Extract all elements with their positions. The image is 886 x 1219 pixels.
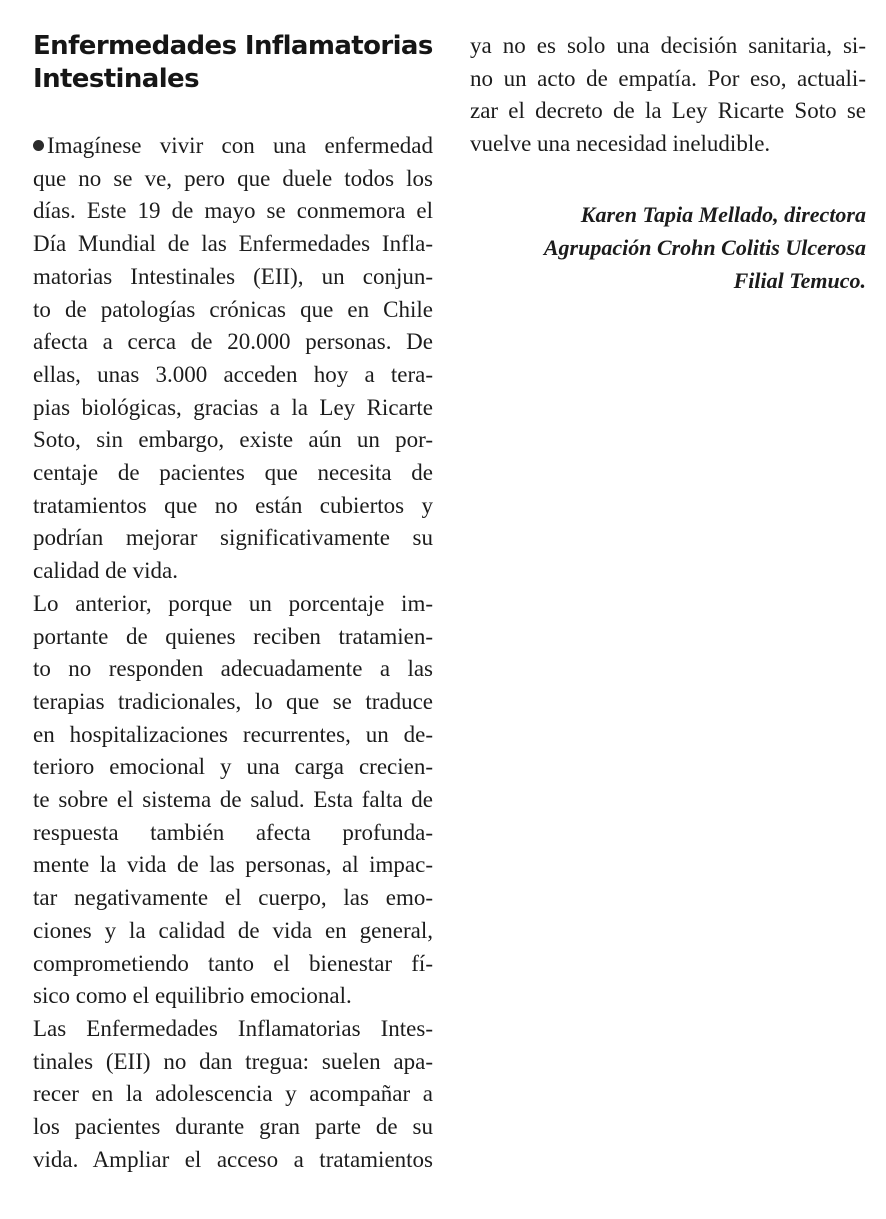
body-text-line	[33, 784, 433, 817]
article-headline	[33, 30, 443, 96]
signature-line: Karen Tapia Mellado, directora	[580, 202, 866, 227]
body-text: respuesta también afecta profunda-	[33, 819, 433, 845]
body-text: terioro emocional y una carga crecien-	[33, 754, 433, 780]
article-body-left-column	[33, 130, 433, 1177]
body-text-line	[33, 490, 433, 523]
body-text-line	[33, 817, 433, 850]
headline-line: Intestinales	[33, 64, 199, 94]
body-text-line	[33, 555, 433, 588]
headline-line: Enfermedades Inflamatorias	[33, 31, 433, 61]
body-text-line	[33, 948, 433, 981]
body-text-line	[33, 294, 433, 327]
body-text: calidad de vida.	[33, 558, 178, 584]
body-text: tar negativamente el cuerpo, las emo-	[33, 885, 433, 911]
body-text: comprometiendo tanto el bienestar fí-	[33, 950, 433, 976]
body-text-line	[470, 95, 866, 128]
body-text-line	[33, 719, 433, 752]
body-text: pias biológicas, gracias a la Ley Ricarte	[33, 394, 433, 420]
body-text: Lo anterior, porque un porcentaje im-	[33, 590, 433, 616]
body-text: tratamientos que no están cubiertos y	[33, 492, 433, 518]
body-text-line	[33, 653, 433, 686]
body-text: los pacientes durante gran parte de su	[33, 1114, 433, 1140]
body-text-line	[33, 1046, 433, 1079]
body-text: mente la vida de las personas, al impac-	[33, 852, 433, 878]
body-text: ellas, unas 3.000 acceden hoy a tera-	[33, 361, 433, 387]
body-text: Soto, sin embargo, existe aún un por-	[33, 427, 433, 453]
body-text: portante de quienes reciben tratamien-	[33, 623, 433, 649]
body-text: vida. Ampliar el acceso a tratamientos	[33, 1146, 433, 1172]
body-text: matorias Intestinales (EII), un conjun-	[33, 263, 433, 289]
body-text: to de patologías crónicas que en Chile	[33, 296, 433, 322]
body-text-line	[33, 359, 433, 392]
article-body-right-column	[470, 30, 866, 161]
paragraph-bullet-icon	[33, 140, 44, 151]
body-text-line	[33, 1111, 433, 1144]
signature-line: Agrupación Crohn Colitis Ulcerosa	[543, 235, 866, 260]
body-text-line	[33, 130, 433, 163]
body-text-line	[470, 128, 866, 161]
body-text-line	[33, 980, 433, 1013]
body-text-line	[33, 1078, 433, 1111]
body-text: sico como el equilibrio emocional.	[33, 983, 352, 1009]
body-text-line	[33, 588, 433, 621]
body-text-line	[33, 163, 433, 196]
body-text-line	[33, 849, 433, 882]
body-text-line	[33, 457, 433, 490]
body-text-line	[33, 882, 433, 915]
body-text: tinales (EII) no dan tregua: suelen apa-	[33, 1048, 433, 1074]
body-text-line	[33, 1144, 433, 1177]
body-text: Día Mundial de las Enfermedades Infla-	[33, 231, 433, 257]
body-text: vuelve una necesidad ineludible.	[470, 131, 771, 157]
body-text: en hospitalizaciones recurrentes, un de-	[33, 721, 433, 747]
body-text: centaje de pacientes que necesita de	[33, 460, 433, 486]
body-text-line	[33, 522, 433, 555]
body-text: días. Este 19 de mayo se conmemora el	[33, 198, 433, 224]
body-text-line	[33, 424, 433, 457]
body-text-line	[33, 1013, 433, 1046]
body-text-line	[33, 621, 433, 654]
body-text: podrían mejorar significativamente su	[33, 525, 433, 551]
body-text: no un acto de empatía. Por eso, actuali-	[470, 65, 866, 91]
body-text-line	[33, 915, 433, 948]
article-signature	[470, 198, 866, 297]
body-text-line	[470, 63, 866, 96]
body-text-line	[33, 686, 433, 719]
body-text-line	[33, 751, 433, 784]
body-text: terapias tradicionales, lo que se traduce	[33, 688, 433, 714]
body-text: Las Enfermedades Inflamatorias Intes-	[33, 1015, 433, 1041]
body-text: Imagínese vivir con una enfermedad	[47, 133, 433, 158]
body-text-line	[33, 195, 433, 228]
body-text: afecta a cerca de 20.000 personas. De	[33, 329, 433, 355]
body-text: que no se ve, pero que duele todos los	[33, 165, 433, 191]
body-text: ya no es solo una decisión sanitaria, si-	[470, 33, 866, 58]
body-text-line	[33, 326, 433, 359]
body-text-line	[33, 392, 433, 425]
body-text-line	[470, 30, 866, 63]
body-text: to no responden adecuadamente a las	[33, 656, 433, 682]
body-text: zar el decreto de la Ley Ricarte Soto se	[470, 98, 866, 124]
body-text-line	[33, 228, 433, 261]
body-text: te sobre el sistema de salud. Esta falta de	[33, 787, 433, 813]
body-text: recer en la adolescencia y acompañar a	[33, 1081, 433, 1107]
signature-line: Filial Temuco.	[733, 268, 866, 293]
body-text: ciones y la calidad de vida en general,	[33, 917, 433, 943]
body-text-line	[33, 261, 433, 294]
